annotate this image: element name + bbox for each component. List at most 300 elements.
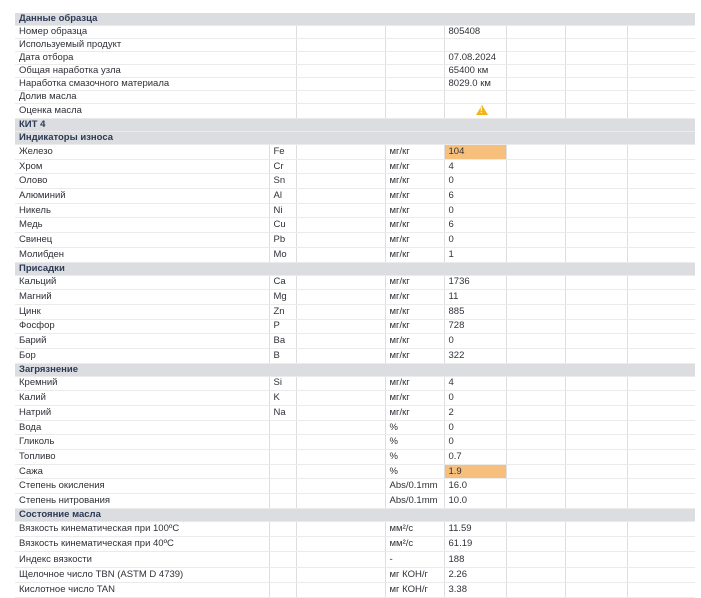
sample-row <box>15 39 695 52</box>
empty-cell <box>627 275 695 290</box>
parameter-row <box>15 275 695 290</box>
parameter-unit: мг КОН/г <box>385 567 444 582</box>
sample-row <box>15 26 695 39</box>
empty-cell <box>506 494 565 509</box>
sample-row <box>15 52 695 65</box>
section-additives <box>15 262 695 275</box>
empty-cell <box>506 391 565 406</box>
parameter-unit: мг/кг <box>385 218 444 233</box>
empty-cell <box>627 464 695 479</box>
parameter-name: Индекс вязкости <box>15 552 269 567</box>
parameter-unit: мг КОН/г <box>385 583 444 598</box>
parameter-name: Кальций <box>15 275 269 290</box>
empty-cell <box>565 376 627 391</box>
empty-cell <box>565 52 627 65</box>
parameter-name: Вязкость кинематическая при 100ºC <box>15 521 269 536</box>
empty-cell <box>506 567 565 582</box>
empty-cell <box>565 420 627 435</box>
parameter-symbol <box>269 552 296 567</box>
parameter-unit: мг/кг <box>385 319 444 334</box>
parameter-row <box>15 319 695 334</box>
parameter-unit: % <box>385 420 444 435</box>
empty-cell <box>385 26 444 39</box>
parameter-symbol: Fe <box>269 145 296 160</box>
empty-cell <box>627 39 695 52</box>
parameter-value: 885 <box>444 304 506 319</box>
empty-cell <box>506 104 565 119</box>
empty-cell <box>296 334 385 349</box>
parameter-unit: мг/кг <box>385 391 444 406</box>
parameter-name: Фосфор <box>15 319 269 334</box>
empty-cell <box>506 203 565 218</box>
parameter-row <box>15 376 695 391</box>
empty-cell <box>296 275 385 290</box>
sample-label: Используемый продукт <box>15 39 296 52</box>
parameter-name: Кислотное число TAN <box>15 583 269 598</box>
empty-cell <box>506 420 565 435</box>
parameter-symbol: Mo <box>269 247 296 262</box>
empty-cell <box>506 65 565 78</box>
empty-cell <box>565 435 627 450</box>
parameter-value: 0 <box>444 174 506 189</box>
empty-cell <box>627 552 695 567</box>
parameter-unit: мг/кг <box>385 233 444 248</box>
sample-value: 8029.0 км <box>444 78 506 91</box>
parameter-name: Калий <box>15 391 269 406</box>
parameter-unit: % <box>385 435 444 450</box>
sample-value: 07.08.2024 <box>444 52 506 65</box>
empty-cell <box>627 52 695 65</box>
parameter-row <box>15 145 695 160</box>
empty-cell <box>627 391 695 406</box>
empty-cell <box>627 174 695 189</box>
parameter-row <box>15 537 695 552</box>
parameter-row <box>15 189 695 204</box>
parameter-unit: % <box>385 464 444 479</box>
empty-cell <box>506 39 565 52</box>
parameter-row <box>15 334 695 349</box>
parameter-unit: мг/кг <box>385 174 444 189</box>
empty-cell <box>627 494 695 509</box>
empty-cell <box>627 189 695 204</box>
empty-cell <box>296 450 385 465</box>
empty-cell <box>506 233 565 248</box>
parameter-value: 1 <box>444 247 506 262</box>
empty-cell <box>565 26 627 39</box>
empty-cell <box>627 435 695 450</box>
empty-cell <box>385 39 444 52</box>
parameter-name: Степень нитрования <box>15 494 269 509</box>
parameter-value: 188 <box>444 552 506 567</box>
parameter-name: Натрий <box>15 406 269 421</box>
sample-label: Долив масла <box>15 91 296 104</box>
parameter-name: Магний <box>15 290 269 305</box>
sample-value <box>444 91 506 104</box>
empty-cell <box>296 494 385 509</box>
parameter-value: 0 <box>444 435 506 450</box>
parameter-unit: мг/кг <box>385 189 444 204</box>
empty-cell <box>296 52 385 65</box>
parameter-row <box>15 203 695 218</box>
empty-cell <box>565 319 627 334</box>
empty-cell <box>296 348 385 363</box>
empty-cell <box>296 218 385 233</box>
parameter-unit: мг/кг <box>385 247 444 262</box>
parameter-unit: мг/кг <box>385 304 444 319</box>
parameter-value: 0 <box>444 334 506 349</box>
parameter-name: Вода <box>15 420 269 435</box>
empty-cell <box>565 450 627 465</box>
sample-label: Оценка масла <box>15 104 296 119</box>
empty-cell <box>296 39 385 52</box>
parameter-row <box>15 450 695 465</box>
parameter-row <box>15 304 695 319</box>
empty-cell <box>296 552 385 567</box>
parameter-row <box>15 218 695 233</box>
empty-cell <box>296 435 385 450</box>
parameter-value: 0 <box>444 203 506 218</box>
empty-cell <box>296 304 385 319</box>
empty-cell <box>296 203 385 218</box>
empty-cell <box>296 420 385 435</box>
parameter-symbol <box>269 537 296 552</box>
parameter-symbol <box>269 420 296 435</box>
empty-cell <box>627 78 695 91</box>
parameter-unit: % <box>385 450 444 465</box>
parameter-name: Топливо <box>15 450 269 465</box>
sample-row <box>15 65 695 78</box>
empty-cell <box>627 159 695 174</box>
parameter-name: Никель <box>15 203 269 218</box>
sample-value <box>444 39 506 52</box>
empty-cell <box>627 521 695 536</box>
section-wear-indicators <box>15 132 695 145</box>
empty-cell <box>506 479 565 494</box>
empty-cell <box>565 567 627 582</box>
empty-cell <box>296 65 385 78</box>
parameter-name: Цинк <box>15 304 269 319</box>
empty-cell <box>506 552 565 567</box>
parameter-unit: мг/кг <box>385 145 444 160</box>
empty-cell <box>627 420 695 435</box>
empty-cell <box>565 189 627 204</box>
empty-cell <box>296 145 385 160</box>
parameter-symbol: Na <box>269 406 296 421</box>
parameter-symbol <box>269 567 296 582</box>
empty-cell <box>506 406 565 421</box>
empty-cell <box>385 52 444 65</box>
empty-cell <box>296 479 385 494</box>
empty-cell <box>296 174 385 189</box>
parameter-value: 11 <box>444 290 506 305</box>
parameter-value: 4 <box>444 376 506 391</box>
empty-cell <box>506 435 565 450</box>
parameter-value: 0 <box>444 420 506 435</box>
section-contamination <box>15 363 695 376</box>
empty-cell <box>296 406 385 421</box>
parameter-name: Щелочное число TBN (ASTM D 4739) <box>15 567 269 582</box>
empty-cell <box>506 537 565 552</box>
empty-cell <box>506 174 565 189</box>
empty-cell <box>296 391 385 406</box>
parameter-row <box>15 420 695 435</box>
empty-cell <box>296 290 385 305</box>
empty-cell <box>565 290 627 305</box>
empty-cell <box>565 104 627 119</box>
empty-cell <box>565 537 627 552</box>
empty-cell <box>296 376 385 391</box>
empty-cell <box>506 348 565 363</box>
empty-cell <box>296 78 385 91</box>
empty-cell <box>627 26 695 39</box>
parameter-unit: Abs/0.1mm <box>385 494 444 509</box>
parameter-name: Олово <box>15 174 269 189</box>
parameter-unit: мг/кг <box>385 348 444 363</box>
empty-cell <box>565 275 627 290</box>
section-wear-indicators-title: Индикаторы износа <box>15 132 695 145</box>
empty-cell <box>506 91 565 104</box>
empty-cell <box>296 104 385 119</box>
empty-cell <box>627 218 695 233</box>
empty-cell <box>296 537 385 552</box>
empty-cell <box>565 159 627 174</box>
empty-cell <box>385 78 444 91</box>
parameter-row <box>15 247 695 262</box>
empty-cell <box>506 334 565 349</box>
parameter-unit: мг/кг <box>385 290 444 305</box>
parameter-unit: мм²/с <box>385 521 444 536</box>
parameter-unit: мг/кг <box>385 203 444 218</box>
parameter-symbol: Al <box>269 189 296 204</box>
sample-row <box>15 91 695 104</box>
parameter-unit: мг/кг <box>385 406 444 421</box>
parameter-value: 2.26 <box>444 567 506 582</box>
empty-cell <box>627 334 695 349</box>
empty-cell <box>296 464 385 479</box>
parameter-row <box>15 567 695 582</box>
parameter-row <box>15 233 695 248</box>
parameter-value: 728 <box>444 319 506 334</box>
parameter-row <box>15 406 695 421</box>
section-sample-data <box>15 13 695 26</box>
empty-cell <box>627 537 695 552</box>
sample-label: Наработка смазочного материала <box>15 78 296 91</box>
empty-cell <box>565 406 627 421</box>
empty-cell <box>565 464 627 479</box>
empty-cell <box>627 567 695 582</box>
parameter-symbol <box>269 450 296 465</box>
parameter-unit: мг/кг <box>385 376 444 391</box>
parameter-name: Бор <box>15 348 269 363</box>
parameter-symbol: Ca <box>269 275 296 290</box>
empty-cell <box>506 275 565 290</box>
empty-cell <box>506 304 565 319</box>
parameter-symbol: Ba <box>269 334 296 349</box>
empty-cell <box>565 218 627 233</box>
parameter-symbol <box>269 479 296 494</box>
empty-cell <box>627 319 695 334</box>
parameter-value: 11.59 <box>444 521 506 536</box>
section-oil-condition <box>15 508 695 521</box>
parameter-value: 6 <box>444 218 506 233</box>
empty-cell <box>565 479 627 494</box>
empty-cell <box>627 450 695 465</box>
sample-label: Номер образца <box>15 26 296 39</box>
empty-cell <box>565 203 627 218</box>
empty-cell <box>506 319 565 334</box>
empty-cell <box>296 521 385 536</box>
empty-cell <box>627 65 695 78</box>
parameter-name: Кремний <box>15 376 269 391</box>
sample-value: 805408 <box>444 26 506 39</box>
parameter-name: Алюминий <box>15 189 269 204</box>
empty-cell <box>565 391 627 406</box>
parameter-symbol: Ni <box>269 203 296 218</box>
empty-cell <box>627 406 695 421</box>
empty-cell <box>565 348 627 363</box>
empty-cell <box>506 78 565 91</box>
empty-cell <box>506 189 565 204</box>
empty-cell <box>627 479 695 494</box>
empty-cell <box>296 247 385 262</box>
empty-cell <box>627 233 695 248</box>
empty-cell <box>627 348 695 363</box>
parameter-value: 2 <box>444 406 506 421</box>
parameter-symbol <box>269 464 296 479</box>
empty-cell <box>565 91 627 104</box>
empty-cell <box>296 233 385 248</box>
parameter-symbol: P <box>269 319 296 334</box>
parameter-unit: мг/кг <box>385 159 444 174</box>
empty-cell <box>296 319 385 334</box>
sample-value: 65400 км <box>444 65 506 78</box>
empty-cell <box>565 145 627 160</box>
parameter-value: 61.19 <box>444 537 506 552</box>
empty-cell <box>627 376 695 391</box>
parameter-row <box>15 552 695 567</box>
section-sample-data-title: Данные образца <box>15 13 695 26</box>
empty-cell <box>506 247 565 262</box>
section-oil-condition-title: Состояние масла <box>15 508 695 521</box>
parameter-value: 16.0 <box>444 479 506 494</box>
empty-cell <box>627 91 695 104</box>
parameter-row <box>15 391 695 406</box>
section-contamination-title: Загрязнение <box>15 363 695 376</box>
sample-row <box>15 78 695 91</box>
parameter-name: Вязкость кинематическая при 40ºC <box>15 537 269 552</box>
parameter-symbol <box>269 521 296 536</box>
parameter-value: 1.9 <box>444 464 506 479</box>
parameter-symbol: Zn <box>269 304 296 319</box>
empty-cell <box>565 247 627 262</box>
parameter-symbol: Cu <box>269 218 296 233</box>
parameter-name: Сажа <box>15 464 269 479</box>
empty-cell <box>565 552 627 567</box>
parameter-unit: мг/кг <box>385 275 444 290</box>
empty-cell <box>565 494 627 509</box>
parameter-value: 322 <box>444 348 506 363</box>
parameter-name: Хром <box>15 159 269 174</box>
parameter-value: 0.7 <box>444 450 506 465</box>
section-additives-title: Присадки <box>15 262 695 275</box>
empty-cell <box>296 159 385 174</box>
parameter-symbol: K <box>269 391 296 406</box>
section-kit-title: КИТ 4 <box>15 119 695 132</box>
parameter-symbol: Si <box>269 376 296 391</box>
parameter-unit: Abs/0.1mm <box>385 479 444 494</box>
empty-cell <box>506 290 565 305</box>
sample-row <box>15 104 695 119</box>
section-kit <box>15 119 695 132</box>
parameter-unit: мг/кг <box>385 334 444 349</box>
parameter-symbol <box>269 435 296 450</box>
parameter-row <box>15 159 695 174</box>
empty-cell <box>565 304 627 319</box>
empty-cell <box>627 290 695 305</box>
parameter-value: 104 <box>444 145 506 160</box>
empty-cell <box>506 450 565 465</box>
parameter-name: Молибден <box>15 247 269 262</box>
parameter-row <box>15 435 695 450</box>
empty-cell <box>506 52 565 65</box>
parameter-unit: мм²/с <box>385 537 444 552</box>
parameter-name: Свинец <box>15 233 269 248</box>
parameter-symbol: Cr <box>269 159 296 174</box>
empty-cell <box>506 159 565 174</box>
sample-label: Общая наработка узла <box>15 65 296 78</box>
empty-cell <box>565 233 627 248</box>
oil-analysis-table <box>15 13 695 598</box>
empty-cell <box>385 65 444 78</box>
empty-cell <box>627 304 695 319</box>
empty-cell <box>565 334 627 349</box>
parameter-row <box>15 348 695 363</box>
parameter-row <box>15 494 695 509</box>
parameter-symbol: Sn <box>269 174 296 189</box>
empty-cell <box>296 26 385 39</box>
parameter-name: Степень окисления <box>15 479 269 494</box>
report-body <box>15 13 695 598</box>
empty-cell <box>565 39 627 52</box>
empty-cell <box>385 91 444 104</box>
parameter-row <box>15 464 695 479</box>
parameter-value: 3.38 <box>444 583 506 598</box>
sample-label: Дата отбора <box>15 52 296 65</box>
empty-cell <box>565 521 627 536</box>
empty-cell <box>506 376 565 391</box>
empty-cell <box>627 203 695 218</box>
parameter-symbol: B <box>269 348 296 363</box>
empty-cell <box>565 174 627 189</box>
parameter-name: Барий <box>15 334 269 349</box>
sample-value <box>444 104 506 119</box>
parameter-symbol: Pb <box>269 233 296 248</box>
empty-cell <box>627 247 695 262</box>
empty-cell <box>296 189 385 204</box>
parameter-unit: - <box>385 552 444 567</box>
parameter-row <box>15 174 695 189</box>
parameter-value: 1736 <box>444 275 506 290</box>
parameter-row <box>15 290 695 305</box>
parameter-value: 0 <box>444 233 506 248</box>
parameter-value: 0 <box>444 391 506 406</box>
empty-cell <box>506 26 565 39</box>
empty-cell <box>565 78 627 91</box>
parameter-symbol: Mg <box>269 290 296 305</box>
empty-cell <box>506 218 565 233</box>
empty-cell <box>506 145 565 160</box>
parameter-value: 4 <box>444 159 506 174</box>
